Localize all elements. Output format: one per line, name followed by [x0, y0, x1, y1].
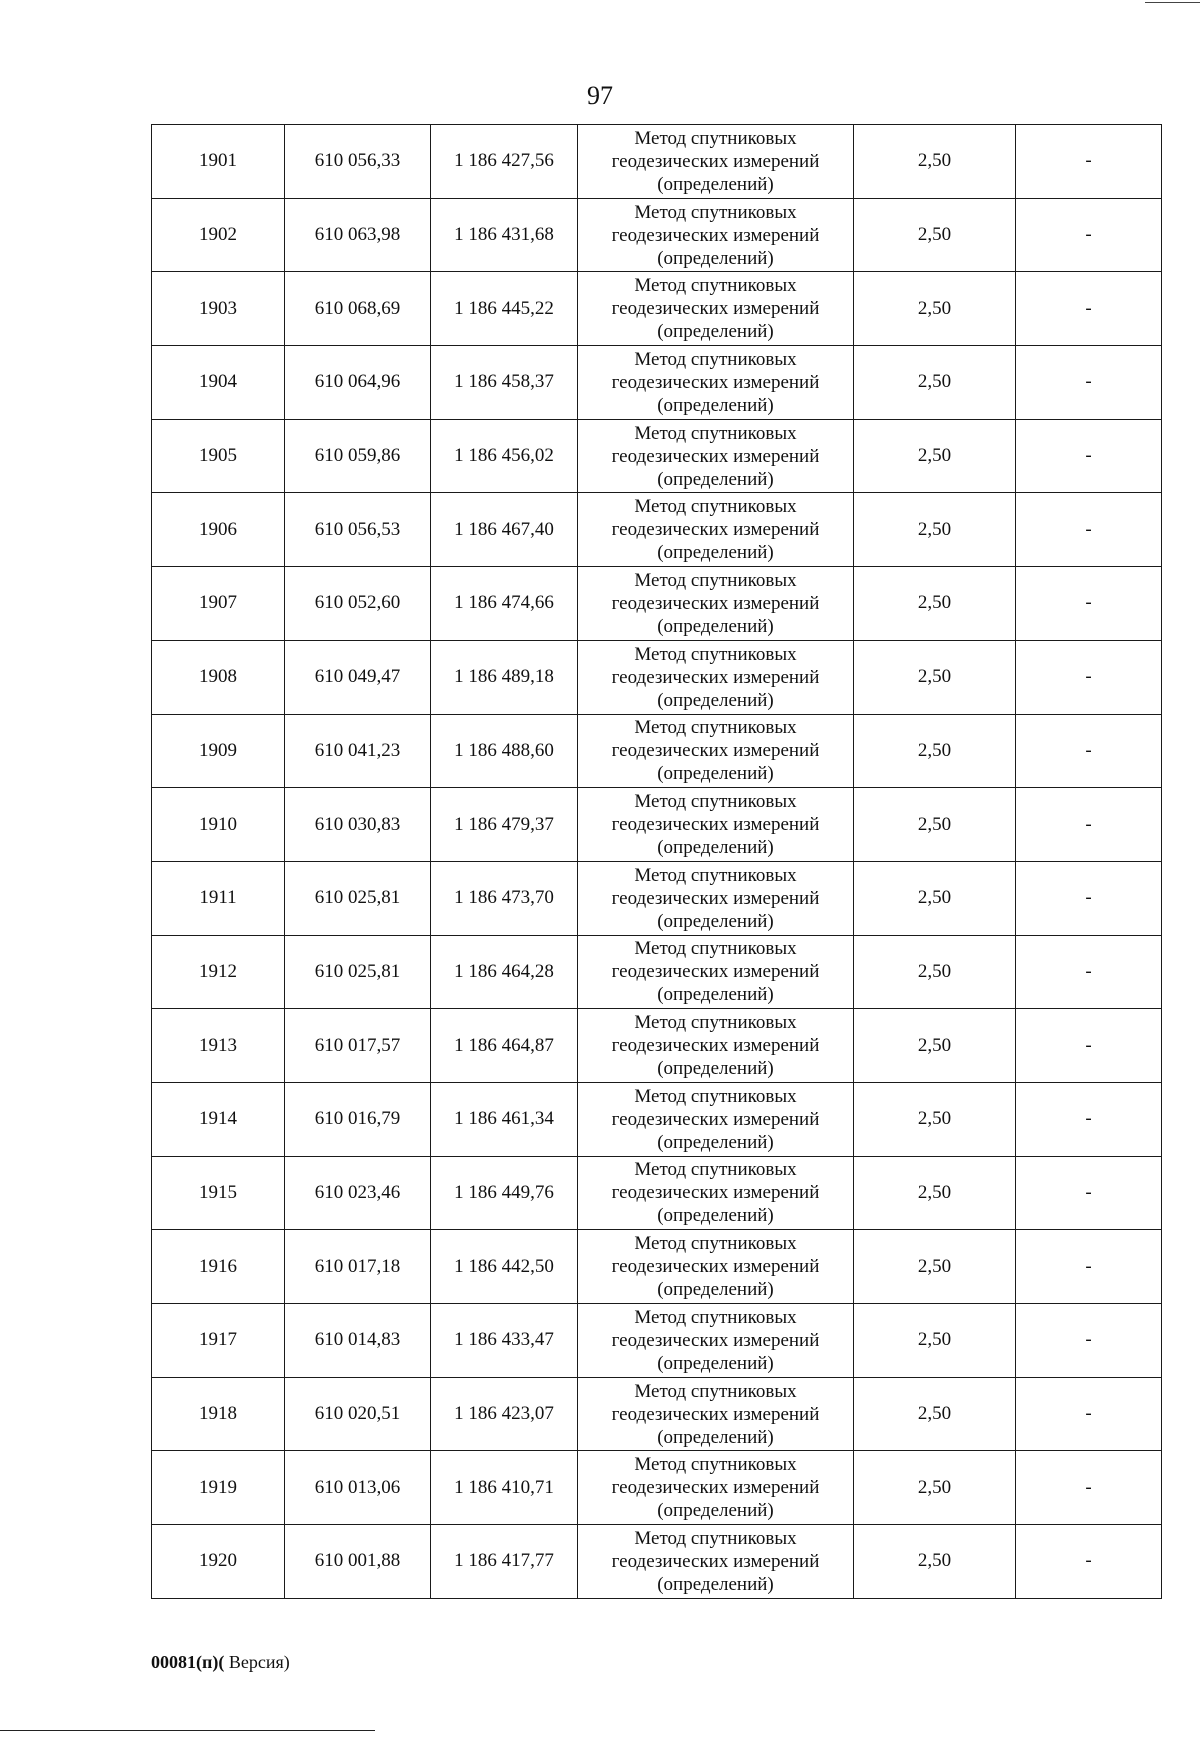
method-line: (определений) — [657, 763, 774, 785]
method-line: (определений) — [657, 837, 774, 859]
method-cell — [578, 198, 854, 272]
method-line: Метод спутниковых — [634, 1085, 797, 1107]
point-number-cell: 1913 — [152, 1009, 285, 1083]
method-cell — [578, 1451, 854, 1525]
table-row — [152, 493, 1162, 567]
extra-cell: - — [1016, 419, 1162, 493]
method-cell — [578, 419, 854, 493]
coordinate-x-cell: 610 059,86 — [285, 419, 431, 493]
accuracy-cell: 2,50 — [854, 272, 1016, 346]
accuracy-cell: 2,50 — [854, 346, 1016, 420]
method-line: (определений) — [657, 615, 774, 637]
coordinates-table — [151, 124, 1162, 1599]
method-line: Метод спутниковых — [634, 496, 797, 518]
point-number-cell: 1915 — [152, 1156, 285, 1230]
document-footer-code — [151, 1650, 290, 1674]
extra-cell: - — [1016, 1451, 1162, 1525]
method-line: геодезических измерений — [611, 298, 820, 320]
table-row — [152, 272, 1162, 346]
coordinate-y-cell: 1 186 464,28 — [431, 935, 578, 1009]
accuracy-cell: 2,50 — [854, 714, 1016, 788]
table-row — [152, 714, 1162, 788]
accuracy-cell: 2,50 — [854, 419, 1016, 493]
accuracy-cell: 2,50 — [854, 198, 1016, 272]
method-line: (определений) — [657, 1573, 774, 1595]
coordinate-y-cell: 1 186 464,87 — [431, 1009, 578, 1083]
method-line: Метод спутниковых — [634, 1233, 797, 1255]
method-line: Метод спутниковых — [634, 201, 797, 223]
point-number-cell: 1914 — [152, 1082, 285, 1156]
method-cell — [578, 1377, 854, 1451]
coordinate-y-cell: 1 186 456,02 — [431, 419, 578, 493]
point-number-cell: 1920 — [152, 1525, 285, 1599]
extra-cell: - — [1016, 567, 1162, 641]
top-edge-rule — [1145, 2, 1200, 3]
point-number-cell: 1908 — [152, 640, 285, 714]
method-line: Метод спутниковых — [634, 643, 797, 665]
method-line: геодезических измерений — [611, 1182, 820, 1204]
method-line: Метод спутниковых — [634, 1527, 797, 1549]
method-line: (определений) — [657, 542, 774, 564]
method-line: геодезических измерений — [611, 814, 820, 836]
method-line: (определений) — [657, 1205, 774, 1227]
point-number-cell: 1902 — [152, 198, 285, 272]
method-line: геодезических измерений — [611, 224, 820, 246]
coordinate-x-cell: 610 023,46 — [285, 1156, 431, 1230]
coordinates-table-body — [152, 125, 1162, 1599]
method-line: геодезических измерений — [611, 371, 820, 393]
method-cell — [578, 1156, 854, 1230]
method-line: (определений) — [657, 173, 774, 195]
method-cell — [578, 1525, 854, 1599]
table-row — [152, 1525, 1162, 1599]
footer-version-label: Версия) — [224, 1652, 290, 1672]
method-line: Метод спутниковых — [634, 1159, 797, 1181]
coordinate-x-cell: 610 025,81 — [285, 861, 431, 935]
coordinate-y-cell: 1 186 433,47 — [431, 1304, 578, 1378]
coordinate-x-cell: 610 068,69 — [285, 272, 431, 346]
extra-cell: - — [1016, 1156, 1162, 1230]
extra-cell: - — [1016, 1525, 1162, 1599]
extra-cell: - — [1016, 198, 1162, 272]
method-line: геодезических измерений — [611, 1108, 820, 1130]
method-line: геодезических измерений — [611, 961, 820, 983]
extra-cell: - — [1016, 1082, 1162, 1156]
table-row — [152, 1082, 1162, 1156]
accuracy-cell: 2,50 — [854, 1230, 1016, 1304]
method-line: (определений) — [657, 247, 774, 269]
table-row — [152, 935, 1162, 1009]
coordinate-x-cell: 610 056,33 — [285, 125, 431, 199]
method-line: геодезических измерений — [611, 445, 820, 467]
table-row — [152, 1156, 1162, 1230]
coordinate-y-cell: 1 186 431,68 — [431, 198, 578, 272]
coordinate-y-cell: 1 186 479,37 — [431, 788, 578, 862]
table-row — [152, 861, 1162, 935]
method-cell — [578, 1230, 854, 1304]
accuracy-cell: 2,50 — [854, 493, 1016, 567]
point-number-cell: 1918 — [152, 1377, 285, 1451]
method-line: геодезических измерений — [611, 1550, 820, 1572]
accuracy-cell: 2,50 — [854, 788, 1016, 862]
extra-cell: - — [1016, 1377, 1162, 1451]
method-line: геодезических измерений — [611, 887, 820, 909]
coordinate-y-cell: 1 186 458,37 — [431, 346, 578, 420]
coordinate-x-cell: 610 014,83 — [285, 1304, 431, 1378]
point-number-cell: 1912 — [152, 935, 285, 1009]
point-number-cell: 1910 — [152, 788, 285, 862]
point-number-cell: 1916 — [152, 1230, 285, 1304]
accuracy-cell: 2,50 — [854, 861, 1016, 935]
point-number-cell: 1917 — [152, 1304, 285, 1378]
method-line: (определений) — [657, 1131, 774, 1153]
method-line: геодезических измерений — [611, 150, 820, 172]
method-line: геодезических измерений — [611, 519, 820, 541]
method-line: Метод спутниковых — [634, 864, 797, 886]
table-row — [152, 1377, 1162, 1451]
footer-code-number: 00081(п)( — [151, 1652, 225, 1672]
accuracy-cell: 2,50 — [854, 1451, 1016, 1525]
method-cell — [578, 1082, 854, 1156]
point-number-cell: 1906 — [152, 493, 285, 567]
accuracy-cell: 2,50 — [854, 640, 1016, 714]
method-cell — [578, 788, 854, 862]
coordinate-y-cell: 1 186 488,60 — [431, 714, 578, 788]
coordinate-x-cell: 610 049,47 — [285, 640, 431, 714]
point-number-cell: 1904 — [152, 346, 285, 420]
point-number-cell: 1905 — [152, 419, 285, 493]
method-line: (определений) — [657, 689, 774, 711]
method-cell — [578, 861, 854, 935]
coordinate-y-cell: 1 186 445,22 — [431, 272, 578, 346]
coordinate-x-cell: 610 030,83 — [285, 788, 431, 862]
point-number-cell: 1919 — [152, 1451, 285, 1525]
method-line: (определений) — [657, 1426, 774, 1448]
method-line: Метод спутниковых — [634, 127, 797, 149]
table-row — [152, 346, 1162, 420]
method-line: геодезических измерений — [611, 666, 820, 688]
table-row — [152, 1230, 1162, 1304]
method-line: Метод спутниковых — [634, 1012, 797, 1034]
extra-cell: - — [1016, 346, 1162, 420]
coordinate-y-cell: 1 186 449,76 — [431, 1156, 578, 1230]
method-line: (определений) — [657, 468, 774, 490]
method-line: геодезических измерений — [611, 1403, 820, 1425]
table-row — [152, 1304, 1162, 1378]
method-line: Метод спутниковых — [634, 1306, 797, 1328]
bottom-edge-rule — [0, 1730, 375, 1731]
extra-cell: - — [1016, 1230, 1162, 1304]
method-line: геодезических измерений — [611, 1329, 820, 1351]
coordinate-x-cell: 610 013,06 — [285, 1451, 431, 1525]
table-row — [152, 125, 1162, 199]
point-number-cell: 1903 — [152, 272, 285, 346]
method-line: Метод спутниковых — [634, 791, 797, 813]
method-line: (определений) — [657, 984, 774, 1006]
coordinate-y-cell: 1 186 474,66 — [431, 567, 578, 641]
coordinate-x-cell: 610 041,23 — [285, 714, 431, 788]
coordinate-x-cell: 610 020,51 — [285, 1377, 431, 1451]
point-number-cell: 1909 — [152, 714, 285, 788]
method-line: геодезических измерений — [611, 592, 820, 614]
coordinate-x-cell: 610 052,60 — [285, 567, 431, 641]
extra-cell: - — [1016, 640, 1162, 714]
coordinate-y-cell: 1 186 417,77 — [431, 1525, 578, 1599]
method-line: (определений) — [657, 321, 774, 343]
method-line: (определений) — [657, 1352, 774, 1374]
method-line: (определений) — [657, 1279, 774, 1301]
extra-cell: - — [1016, 1009, 1162, 1083]
method-cell — [578, 714, 854, 788]
method-line: Метод спутниковых — [634, 1454, 797, 1476]
extra-cell: - — [1016, 861, 1162, 935]
accuracy-cell: 2,50 — [854, 1525, 1016, 1599]
coordinate-x-cell: 610 063,98 — [285, 198, 431, 272]
method-cell — [578, 346, 854, 420]
coordinate-y-cell: 1 186 423,07 — [431, 1377, 578, 1451]
method-line: Метод спутниковых — [634, 938, 797, 960]
method-line: (определений) — [657, 910, 774, 932]
accuracy-cell: 2,50 — [854, 1304, 1016, 1378]
accuracy-cell: 2,50 — [854, 125, 1016, 199]
method-line: Метод спутниковых — [634, 422, 797, 444]
coordinate-x-cell: 610 001,88 — [285, 1525, 431, 1599]
coordinate-x-cell: 610 064,96 — [285, 346, 431, 420]
method-line: Метод спутниковых — [634, 717, 797, 739]
table-row — [152, 788, 1162, 862]
accuracy-cell: 2,50 — [854, 567, 1016, 641]
method-cell — [578, 1009, 854, 1083]
method-line: Метод спутниковых — [634, 1380, 797, 1402]
method-cell — [578, 125, 854, 199]
coordinate-y-cell: 1 186 410,71 — [431, 1451, 578, 1525]
method-line: (определений) — [657, 394, 774, 416]
method-cell — [578, 1304, 854, 1378]
accuracy-cell: 2,50 — [854, 1377, 1016, 1451]
table-row — [152, 1451, 1162, 1525]
table-row — [152, 419, 1162, 493]
method-line: (определений) — [657, 1500, 774, 1522]
method-line: Метод спутниковых — [634, 569, 797, 591]
method-line: Метод спутниковых — [634, 348, 797, 370]
point-number-cell: 1911 — [152, 861, 285, 935]
coordinate-y-cell: 1 186 467,40 — [431, 493, 578, 567]
extra-cell: - — [1016, 272, 1162, 346]
table-row — [152, 640, 1162, 714]
method-line: (определений) — [657, 1058, 774, 1080]
extra-cell: - — [1016, 714, 1162, 788]
table-row — [152, 198, 1162, 272]
coordinate-y-cell: 1 186 461,34 — [431, 1082, 578, 1156]
table-row — [152, 567, 1162, 641]
extra-cell: - — [1016, 935, 1162, 1009]
coordinate-x-cell: 610 056,53 — [285, 493, 431, 567]
coordinate-x-cell: 610 017,57 — [285, 1009, 431, 1083]
extra-cell: - — [1016, 125, 1162, 199]
accuracy-cell: 2,50 — [854, 1082, 1016, 1156]
method-cell — [578, 567, 854, 641]
coordinate-y-cell: 1 186 442,50 — [431, 1230, 578, 1304]
extra-cell: - — [1016, 493, 1162, 567]
coordinate-y-cell: 1 186 427,56 — [431, 125, 578, 199]
coordinate-x-cell: 610 016,79 — [285, 1082, 431, 1156]
method-cell — [578, 640, 854, 714]
extra-cell: - — [1016, 788, 1162, 862]
extra-cell: - — [1016, 1304, 1162, 1378]
point-number-cell: 1901 — [152, 125, 285, 199]
method-line: Метод спутниковых — [634, 275, 797, 297]
method-line: геодезических измерений — [611, 1256, 820, 1278]
accuracy-cell: 2,50 — [854, 1156, 1016, 1230]
method-cell — [578, 935, 854, 1009]
coordinate-x-cell: 610 025,81 — [285, 935, 431, 1009]
method-cell — [578, 493, 854, 567]
page-number: 97 — [587, 81, 613, 110]
coordinate-x-cell: 610 017,18 — [285, 1230, 431, 1304]
method-line: геодезических измерений — [611, 740, 820, 762]
point-number-cell: 1907 — [152, 567, 285, 641]
method-cell — [578, 272, 854, 346]
method-line: геодезических измерений — [611, 1477, 820, 1499]
accuracy-cell: 2,50 — [854, 935, 1016, 1009]
accuracy-cell: 2,50 — [854, 1009, 1016, 1083]
method-line: геодезических измерений — [611, 1035, 820, 1057]
coordinate-y-cell: 1 186 473,70 — [431, 861, 578, 935]
coordinate-y-cell: 1 186 489,18 — [431, 640, 578, 714]
table-row — [152, 1009, 1162, 1083]
